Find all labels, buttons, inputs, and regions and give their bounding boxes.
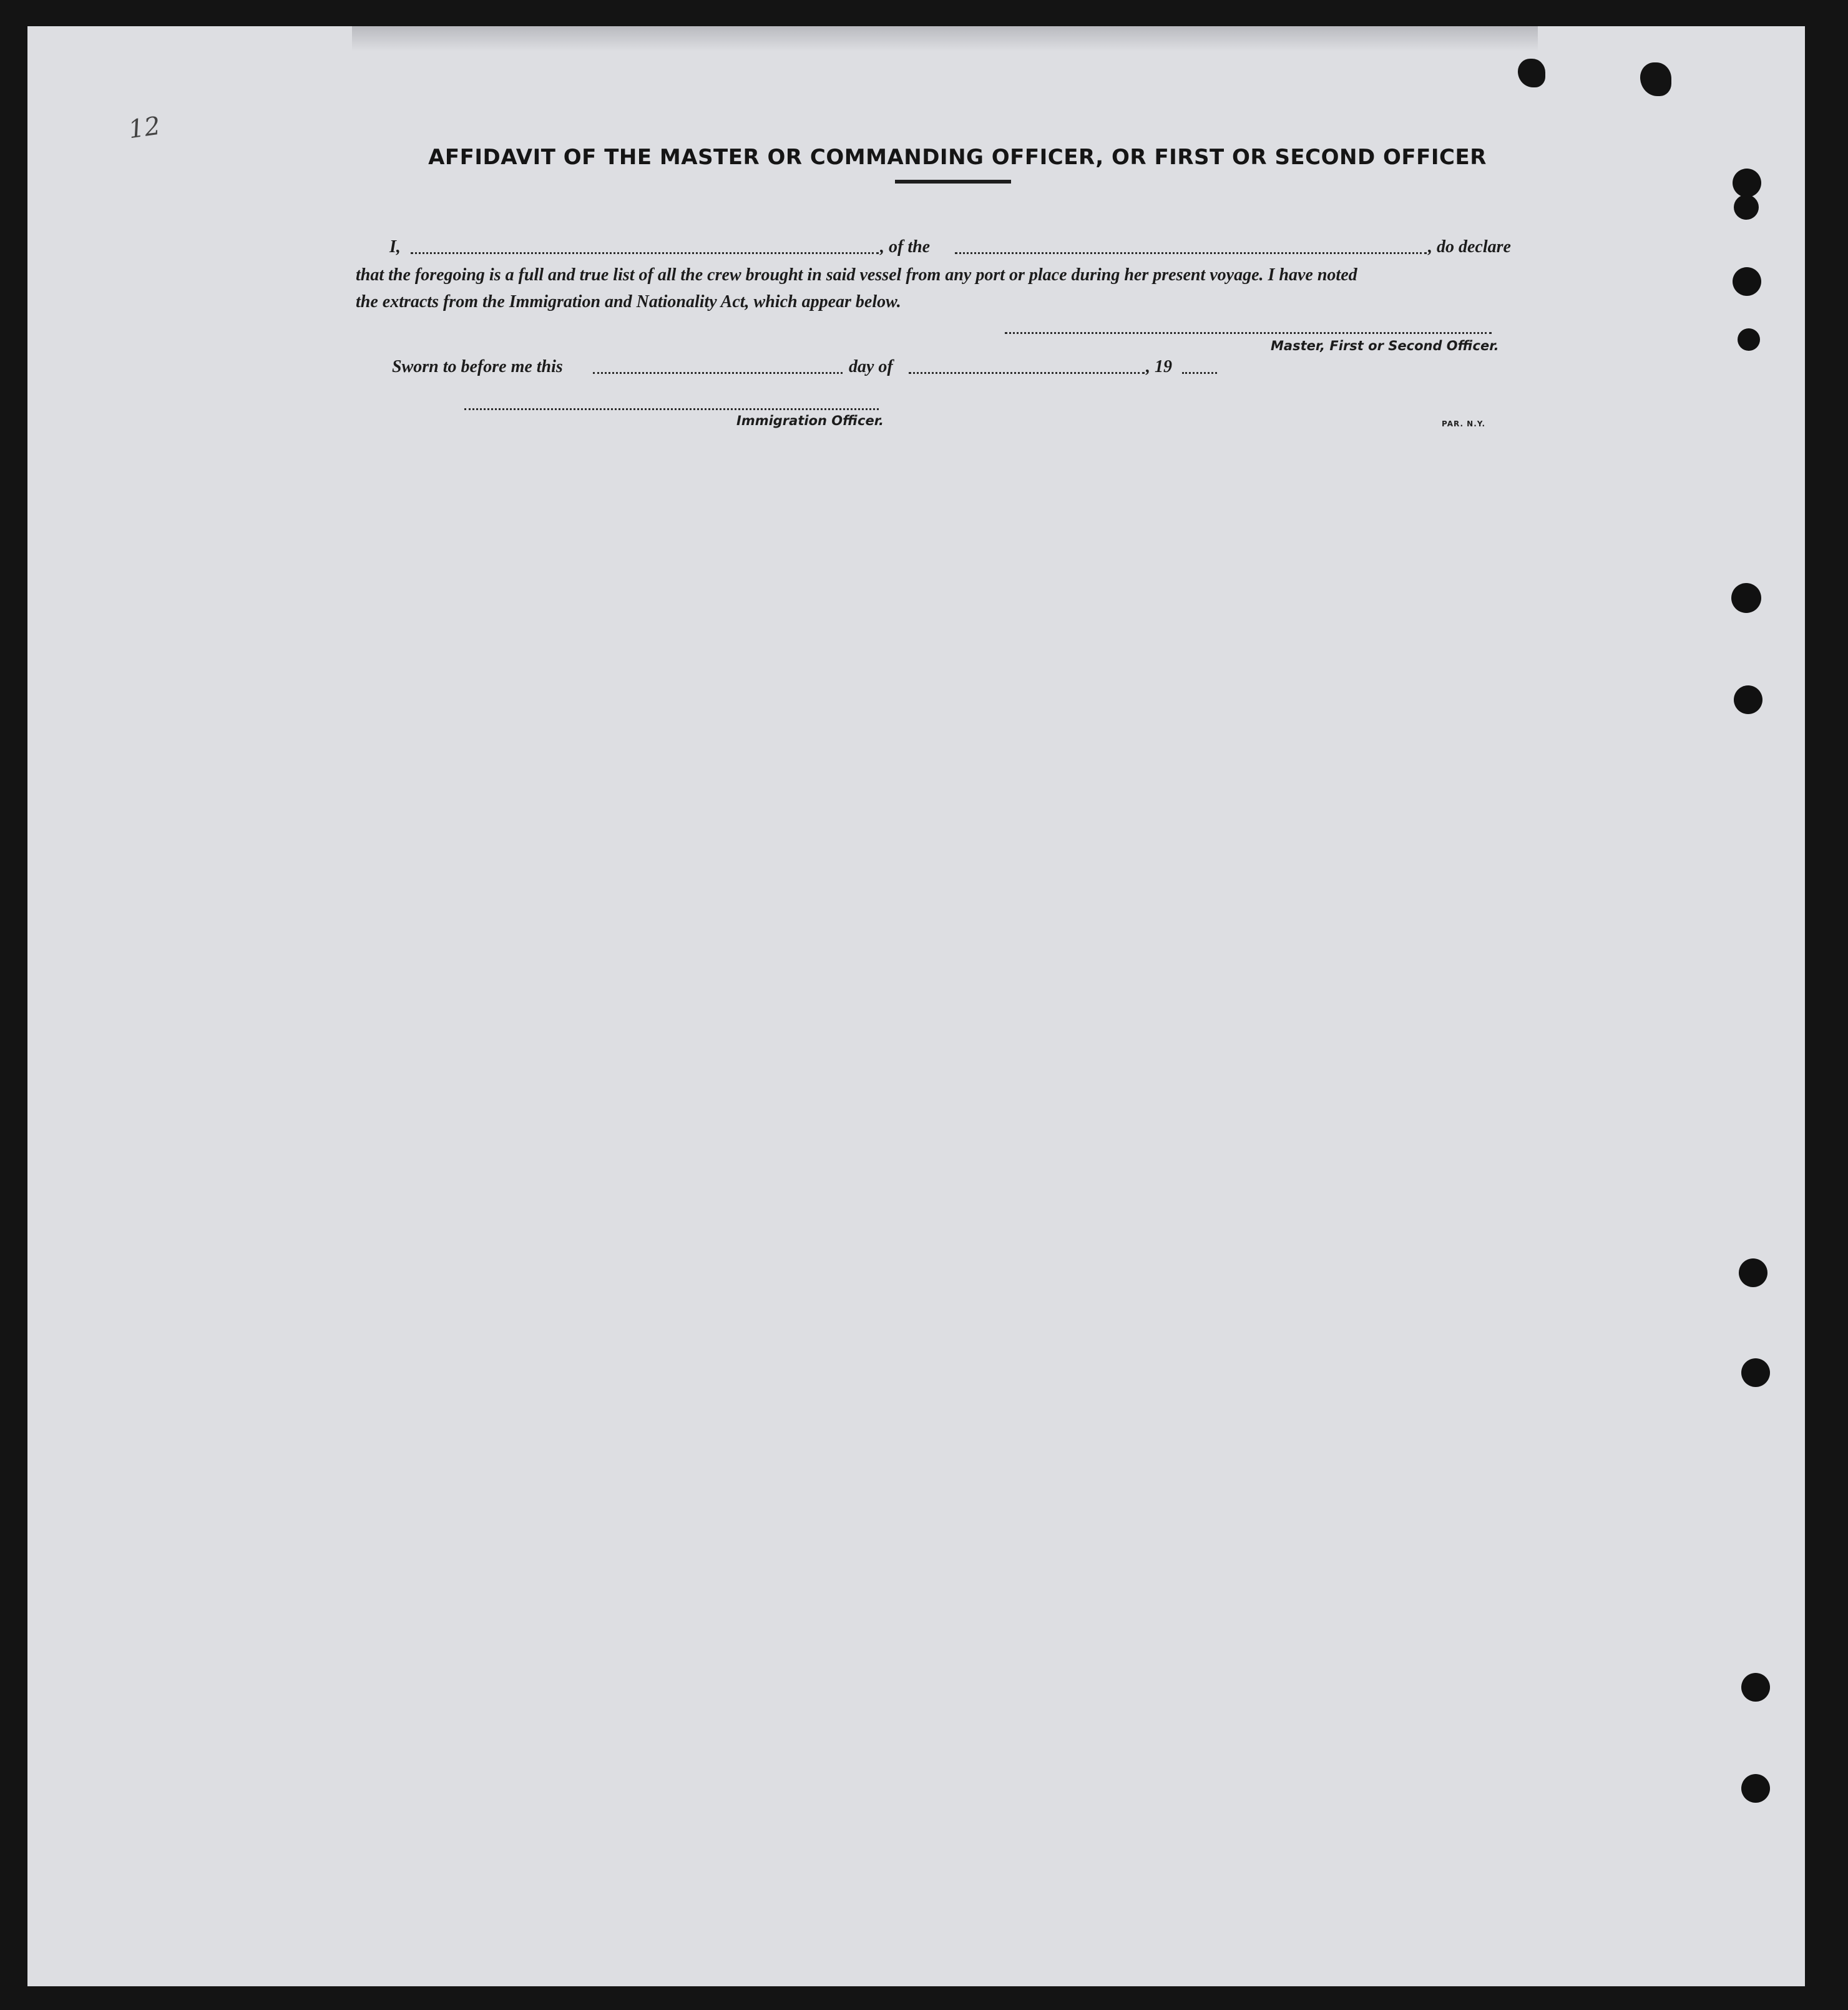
title-underline [895,180,1011,184]
punch-hole [1733,267,1761,296]
sworn-prefix: Sworn to before me this [392,357,563,376]
punch-hole [1741,1358,1770,1387]
ink-blot [1640,62,1671,96]
sworn-month-blank[interactable] [909,372,1145,374]
punch-hole [1734,685,1762,714]
punch-hole [1734,195,1759,220]
declaration-line-3: the extracts from the Immigration and Nationality Act, which appear below. [356,292,901,311]
punch-hole [1731,583,1761,613]
punch-hole [1741,1774,1770,1803]
name-blank-line[interactable] [411,252,879,254]
declaration-of-the: , of the [880,237,931,257]
handwritten-page-number: 12 [127,111,162,145]
declaration-line-2: that the foregoing is a full and true list of all the crew brought in said vessel from any port or place during her present voyage. I have noted [356,265,1357,285]
page-shadow [352,26,1538,51]
officer-signature-line[interactable] [464,408,879,410]
officer-signature-caption: Immigration Officer. [736,413,884,428]
punch-hole [1738,328,1760,351]
punch-hole [1741,1673,1770,1702]
master-signature-caption: Master, First or Second Officer. [1271,338,1499,353]
declaration-pronoun: I, [389,237,401,257]
sworn-year-blank[interactable] [1182,372,1217,374]
sworn-day-of: day of [849,357,893,376]
vessel-blank-line[interactable] [955,252,1427,254]
sworn-year-prefix: , 19 [1146,357,1172,376]
punch-hole [1733,169,1761,197]
punch-hole [1739,1258,1767,1287]
declaration-do-declare: , do declare [1428,237,1511,257]
affidavit-title: AFFIDAVIT OF THE MASTER OR COMMANDING OFFICER, OR FIRST OR SECOND OFFICER [428,145,1487,170]
master-signature-line[interactable] [1005,332,1492,334]
document-page [27,26,1805,1986]
ink-blot [1518,59,1545,87]
sworn-day-blank[interactable] [593,372,843,374]
printer-mark: PAR. N.Y. [1442,419,1486,428]
